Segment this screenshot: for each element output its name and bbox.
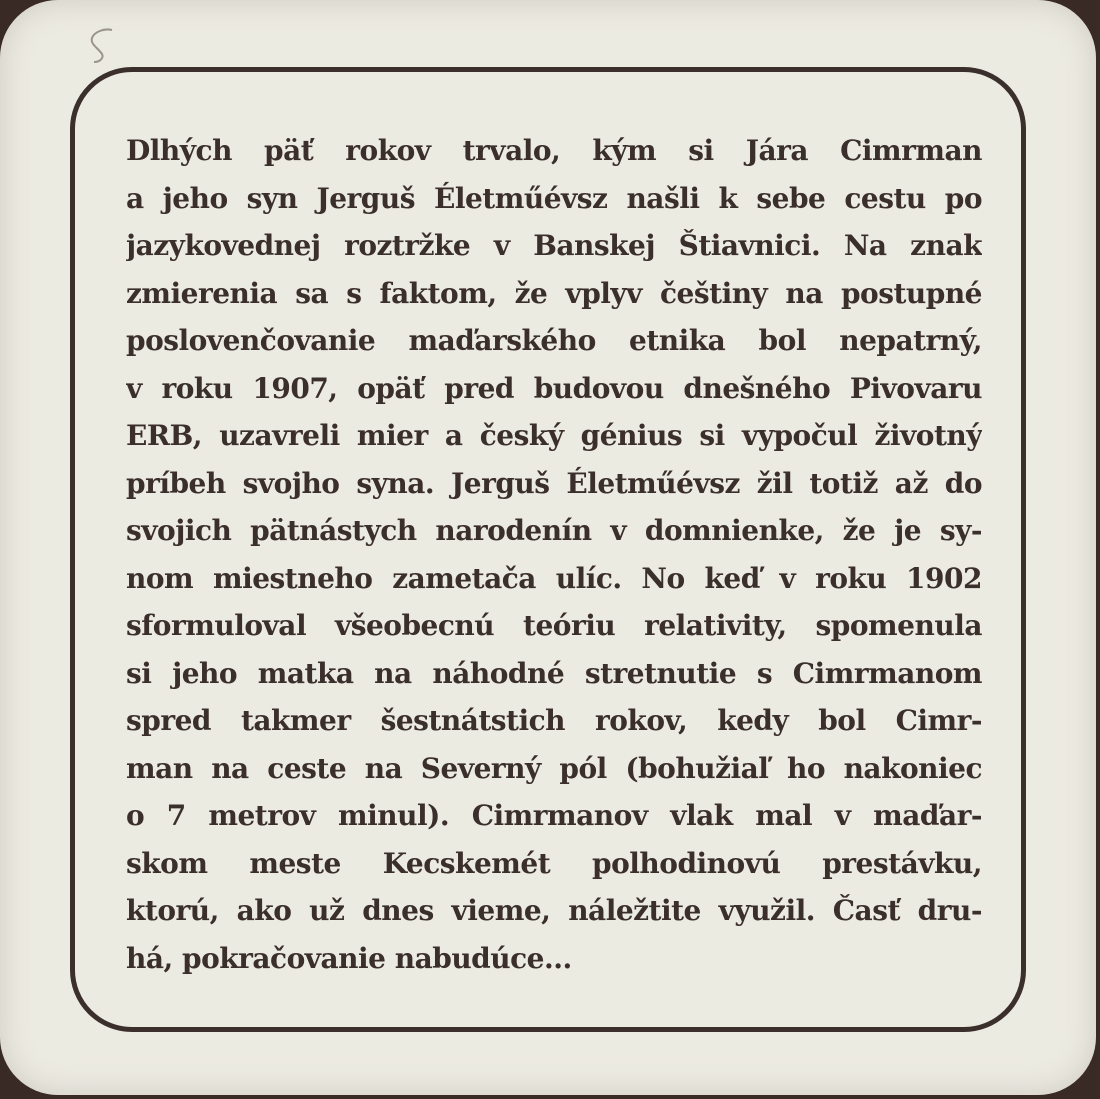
story-line: príbeh svojho syna. Jerguš Életműévsz žil totiž až do	[126, 466, 982, 500]
story-line: man na ceste na Severný pól (bohužiaľ ho nakoniec	[126, 751, 982, 785]
story-line: Dlhých päť rokov trvalo, kým si Jára Cimrman	[126, 134, 982, 167]
story-line: o 7 metrov minul). Cimrmanov vlak mal v maďar-	[126, 799, 982, 832]
story-line: v roku 1907, opäť pred budovou dnešného Pivovaru	[126, 371, 982, 405]
story-line: nom miestneho zametača ulíc. No keď v roku 1902	[126, 561, 982, 595]
story-line: spred takmer šestnátstich rokov, kedy bol Cimr-	[126, 704, 982, 737]
story-line: ERB, uzavreli mier a český génius si vypočul životný	[126, 419, 982, 452]
story-line: si jeho matka na náhodné stretnutie s Cimrmanom	[126, 656, 982, 690]
pencil-mark-icon	[84, 26, 116, 66]
story-line: poslovenčovanie maďarského etnika bol nepatrný,	[126, 324, 982, 357]
story-line: zmierenia sa s faktom, že vplyv češtiny na postupné	[126, 276, 982, 310]
story-line-last: há, pokračovanie nabudúce...	[126, 941, 572, 975]
story-line: ktorú, ako už dnes vieme, náležtite využil. Časť dru-	[126, 894, 982, 927]
story-line: svojich pätnástych narodenín v domnienke, že je sy-	[126, 514, 982, 547]
story-line: sformuloval všeobecnú teóriu relativity, spomenula	[126, 609, 982, 642]
story-line: skom meste Kecskemét polhodinovú prestávku,	[126, 846, 982, 880]
story-text	[126, 127, 982, 982]
story-line: jazykovednej roztržke v Banskej Štiavnici. Na znak	[126, 229, 982, 262]
story-line: a jeho syn Jerguš Életműévsz našli k sebe cestu po	[126, 181, 982, 215]
